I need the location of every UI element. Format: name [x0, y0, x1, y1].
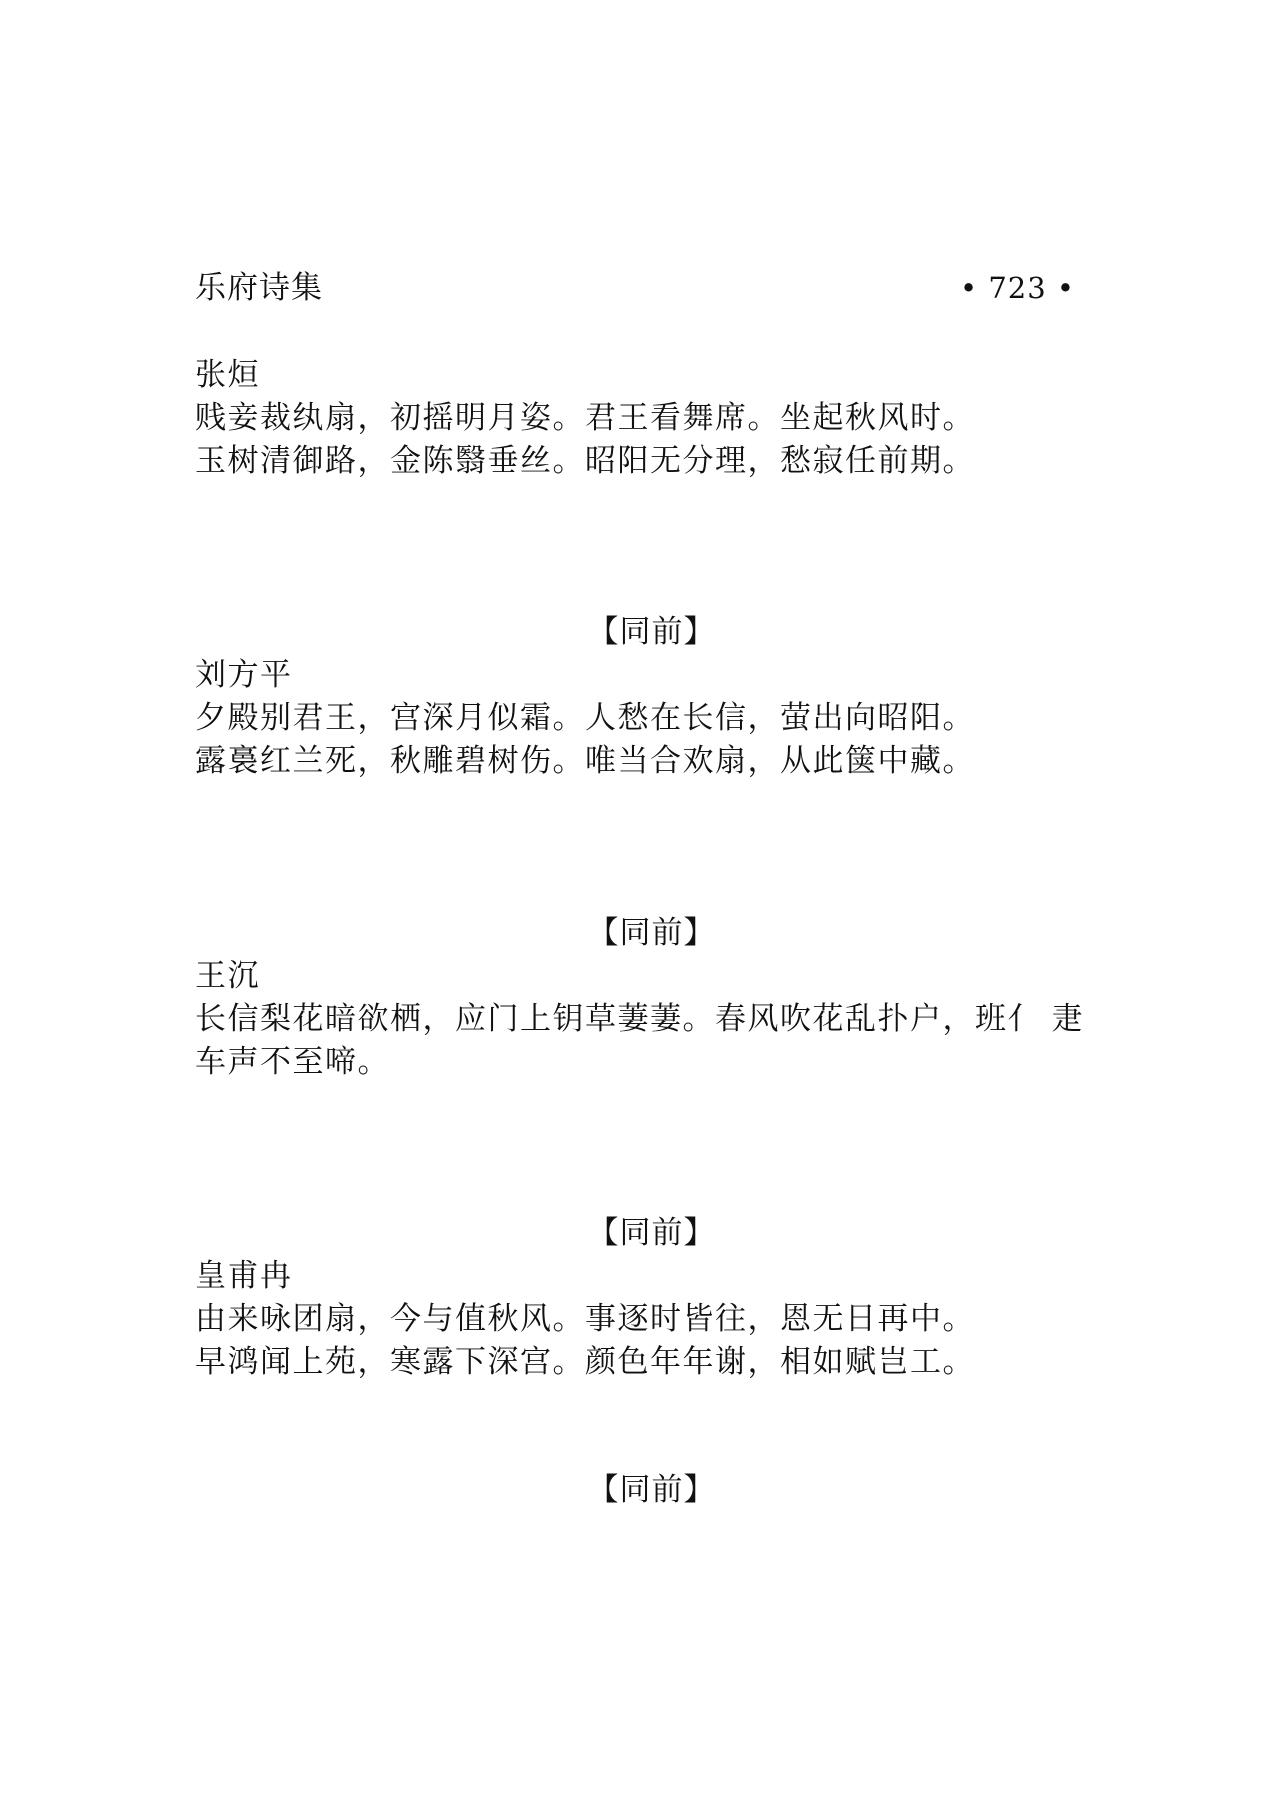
poem-author: 皇甫冉: [195, 1258, 293, 1294]
poem-author: 张烜: [195, 357, 260, 393]
poem-line: 由来咏团扇，今与值秋风。事逐时皆往，恩无日再中。: [195, 1301, 975, 1337]
poem-line: 贱妾裁纨扇，初摇明月姿。君王看舞席。坐起秋风时。: [195, 400, 975, 436]
poem-line: 夕殿别君王，宫深月似霜。人愁在长信，萤出向昭阳。: [195, 700, 975, 736]
page-header: [195, 268, 1075, 308]
poem-line: 露裛红兰死，秋雕碧树伤。唯当合欢扇，从此箧中藏。: [195, 743, 975, 779]
section-heading: 【同前】: [587, 614, 716, 650]
section-heading: 【同前】: [587, 915, 716, 951]
section-heading: 【同前】: [587, 1215, 716, 1251]
section-heading: 【同前】: [587, 1472, 716, 1508]
poem-line: 早鸿闻上苑，寒露下深宫。颜色年年谢，相如赋岂工。: [195, 1344, 975, 1380]
book-title: 乐府诗集: [195, 270, 323, 306]
poem-author: 王沉: [195, 958, 260, 994]
poem-line: 玉树清御路，金陈翳垂丝。昭阳无分理，愁寂任前期。: [195, 443, 975, 479]
poem-author: 刘方平: [195, 657, 293, 693]
poem-line: 长信梨花暗欲栖，应门上钥草萋萋。春风吹花乱扑户，班亻 疌: [195, 1001, 1084, 1037]
poem-line: 车声不至啼。: [195, 1044, 390, 1080]
page-number: • 723 •: [960, 271, 1075, 305]
